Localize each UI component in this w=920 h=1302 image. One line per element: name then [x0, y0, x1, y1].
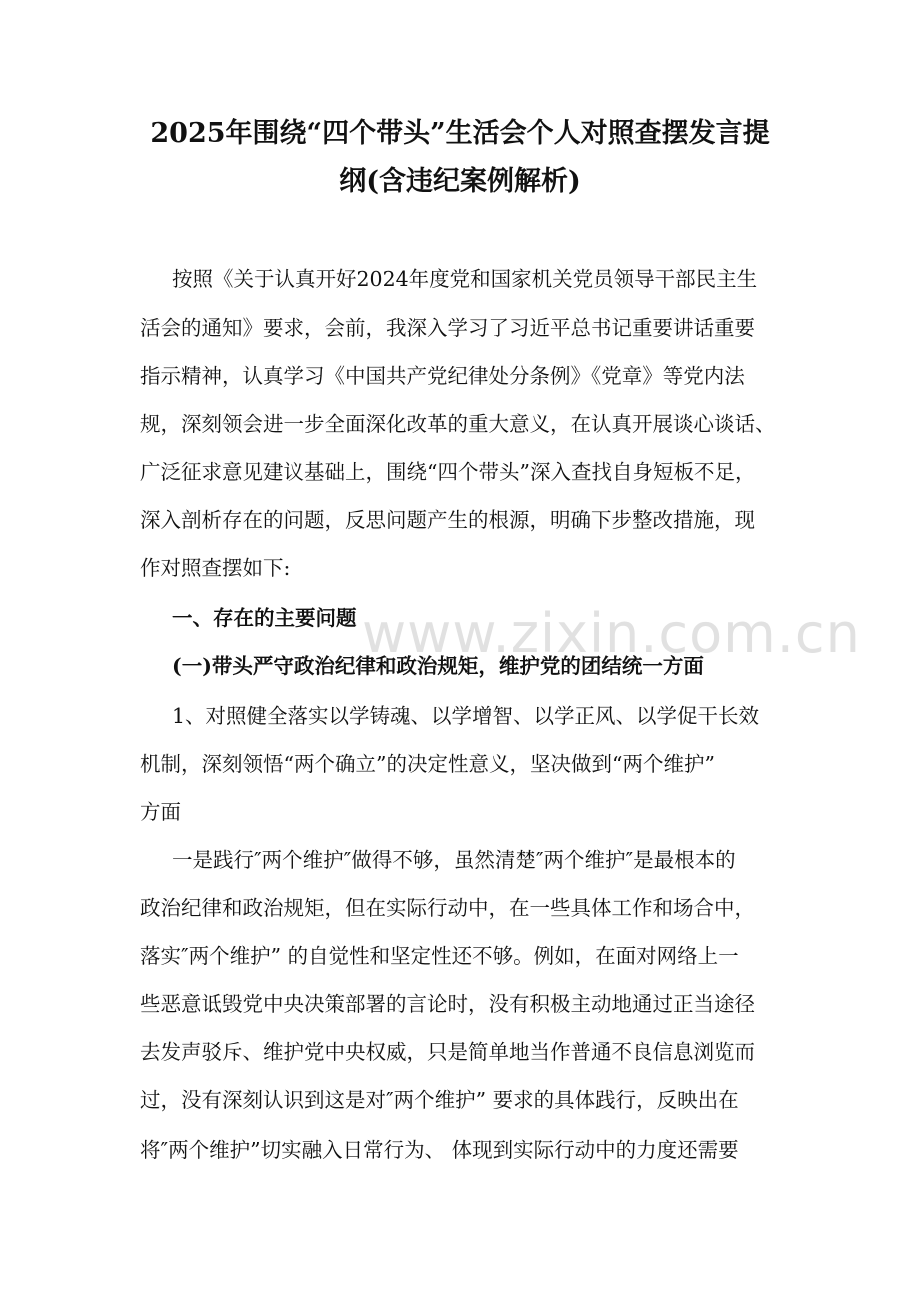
- body-line: 些恶意诋毁党中央决策部署的言论时，没有积极主动地通过正当途径: [140, 992, 755, 1016]
- intro-line: 深入剖析存在的问题，反思问题产生的根源，明确下步整改措施，现: [140, 508, 755, 532]
- watermark: www.zixin.com.cn: [362, 602, 861, 665]
- body-line: 将″两个维护”切实融入日常行为、 体现到实际行动中的力度还需要: [140, 1138, 739, 1162]
- intro-line: 作对照查摆如下:: [140, 556, 291, 580]
- intro-line: 规，深刻领会进一步全面深化改革的重大意义，在认真开展谈心谈话、: [140, 412, 776, 436]
- document-title-line-2: 纲(含违纪案例解析): [339, 166, 581, 197]
- body-line: 落实″两个维护” 的自觉性和坚定性还不够。例如，在面对网络上一: [140, 944, 739, 968]
- body-line: 去发声驳斥、维护党中央权威，只是简单地当作普通不良信息浏览而: [140, 1040, 755, 1064]
- body-line: 政治纪律和政治规矩，但在实际行动中，在一些具体工作和场合中，: [140, 896, 755, 920]
- document-title-line-1: 2025年围绕“四个带头”生活会个人对照查摆发言提: [150, 118, 770, 149]
- intro-line: 按照《关于认真开好2024年度党和国家机关党员领导干部民主生: [172, 267, 758, 291]
- intro-line: 广泛征求意见建议基础上，围绕“四个带头”深入查找自身短板不足，: [140, 460, 756, 484]
- body-line: 一是践行″两个维护″做得不够，虽然清楚″两个维护″是最根本的: [172, 848, 736, 872]
- intro-line: 指示精神，认真学习《中国共产党纪律处分条例》《党章》等党内法: [140, 364, 745, 388]
- item-line: 机制，深刻领悟“两个确立”的决定性意义，坚决做到“两个维护”: [140, 752, 715, 776]
- intro-line: 活会的通知》要求，会前，我深入学习了习近平总书记重要讲话重要: [140, 316, 755, 340]
- subsection-heading: (一)带头严守政治纪律和政治规矩，维护党的团结统一方面: [172, 654, 704, 678]
- section-heading: 一、存在的主要问题: [172, 606, 357, 630]
- item-line: 方面: [140, 800, 181, 824]
- body-line: 过，没有深刻认识到这是对″两个维护” 要求的具体践行，反映出在: [140, 1088, 739, 1112]
- item-line: 1、对照健全落实以学铸魂、以学增智、以学正风、以学促干长效: [172, 704, 760, 728]
